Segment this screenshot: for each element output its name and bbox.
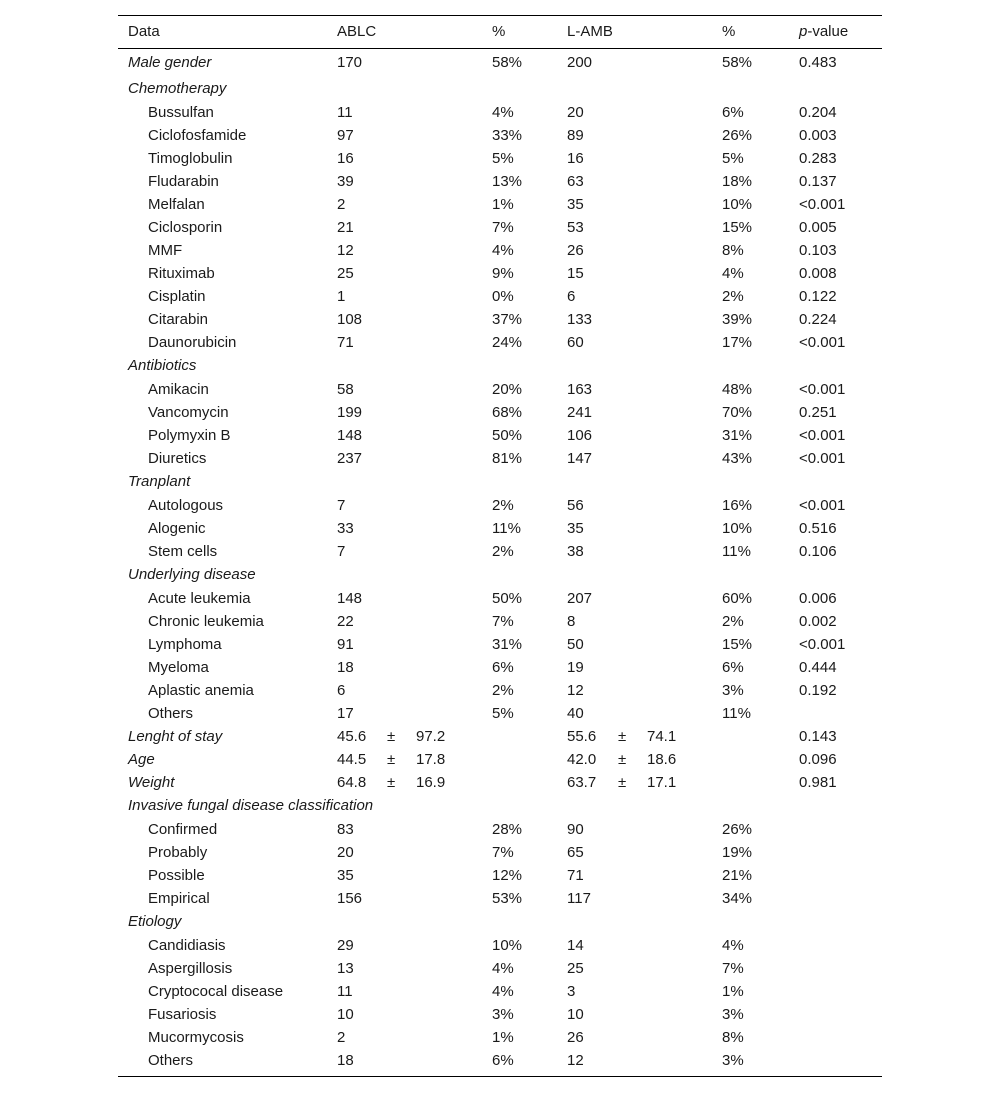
p-value: 0.444 (799, 659, 837, 676)
table-row (118, 818, 882, 841)
row-label: Others (148, 1052, 194, 1069)
p-value: 0.008 (799, 265, 837, 282)
table-row (118, 841, 882, 864)
lamb-mean: 63.7 (567, 774, 597, 791)
row-label: Bussulfan (148, 104, 214, 121)
lamb-percent: 58% (722, 54, 753, 71)
p-value: 0.005 (799, 219, 837, 236)
row-label: Autologous (148, 497, 224, 514)
ablc-percent: 50% (492, 427, 523, 444)
row-label: Fludarabin (148, 173, 219, 190)
section-row (118, 354, 882, 378)
ablc-percent: 58% (492, 54, 523, 71)
ablc-percent: 2% (492, 497, 514, 514)
ablc-percent: 4% (492, 104, 514, 121)
ablc-percent: 33% (492, 127, 523, 144)
row-label: Diuretics (148, 450, 207, 467)
lamb-count: 35 (567, 520, 584, 537)
ablc-count: 13 (337, 960, 354, 977)
table-row (118, 331, 882, 354)
ablc-percent: 24% (492, 334, 523, 351)
lamb-percent: 10% (722, 520, 753, 537)
ablc-count: 83 (337, 821, 354, 838)
ablc-count: 11 (337, 983, 353, 1000)
ablc-count: 25 (337, 265, 354, 282)
lamb-percent: 1% (722, 983, 744, 1000)
table-row (118, 49, 882, 77)
ablc-count: 2 (337, 196, 346, 213)
data-table (118, 15, 882, 1077)
ablc-count: 148 (337, 427, 363, 444)
table-row (118, 540, 882, 563)
table-row (118, 656, 882, 679)
section-label: Antibiotics (128, 357, 197, 374)
lamb-percent: 6% (722, 104, 744, 121)
table-row (118, 610, 882, 633)
p-value: 0.002 (799, 613, 837, 630)
table-row (118, 424, 882, 447)
lamb-count: 12 (567, 682, 584, 699)
ablc-percent: 2% (492, 682, 514, 699)
table-row (118, 702, 882, 725)
header-pct-ablc: % (492, 23, 506, 40)
ablc-count: 12 (337, 242, 354, 259)
p-value: 0.143 (799, 728, 837, 745)
lamb-plusminus: ± (618, 728, 627, 745)
row-label: Weight (128, 774, 175, 791)
row-label: Lymphoma (148, 636, 222, 653)
ablc-count: 29 (337, 937, 354, 954)
lamb-percent: 15% (722, 219, 753, 236)
ablc-mean: 45.6 (337, 728, 367, 745)
lamb-count: 38 (567, 543, 584, 560)
row-label: Timoglobulin (148, 150, 233, 167)
lamb-percent: 17% (722, 334, 753, 351)
table-row (118, 124, 882, 147)
ablc-count: 97 (337, 127, 354, 144)
section-label: Invasive fungal disease classification (128, 797, 374, 814)
ablc-sd: 16.9 (416, 774, 446, 791)
ablc-count: 58 (337, 381, 354, 398)
lamb-percent: 16% (722, 497, 753, 514)
ablc-percent: 11% (492, 520, 521, 537)
lamb-count: 19 (567, 659, 584, 676)
row-label: Vancomycin (148, 404, 229, 421)
lamb-percent: 26% (722, 821, 753, 838)
table-row (118, 378, 882, 401)
lamb-percent: 10% (722, 196, 753, 213)
lamb-percent: 5% (722, 150, 744, 167)
table-row (118, 101, 882, 124)
p-value: 0.224 (799, 311, 837, 328)
ablc-percent: 31% (492, 636, 523, 653)
ablc-count: 39 (337, 173, 354, 190)
table-row (118, 771, 882, 794)
lamb-count: 40 (567, 705, 584, 722)
row-label: Fusariosis (148, 1006, 217, 1023)
header-p-value (799, 16, 848, 48)
table-header (118, 16, 882, 48)
header-pct-lamb: % (722, 23, 736, 40)
ablc-percent: 2% (492, 543, 514, 560)
lamb-count: 133 (567, 311, 593, 328)
header-p-letter: p (799, 23, 808, 40)
p-value: 0.096 (799, 751, 837, 768)
row-label: Confirmed (148, 821, 218, 838)
row-label: Mucormycosis (148, 1029, 244, 1046)
p-value: 0.103 (799, 242, 837, 259)
row-label: Probably (148, 844, 208, 861)
lamb-percent: 4% (722, 937, 744, 954)
section-row (118, 910, 882, 934)
ablc-percent: 68% (492, 404, 523, 421)
lamb-plusminus: ± (618, 751, 627, 768)
row-label: Age (128, 751, 155, 768)
p-value: <0.001 (799, 497, 846, 514)
ablc-count: 199 (337, 404, 363, 421)
row-label: Possible (148, 867, 205, 884)
lamb-percent: 11% (722, 705, 751, 722)
lamb-percent: 43% (722, 450, 753, 467)
row-label: Ciclosporin (148, 219, 223, 236)
lamb-percent: 15% (722, 636, 753, 653)
ablc-percent: 12% (492, 867, 523, 884)
lamb-percent: 21% (722, 867, 753, 884)
table-row (118, 262, 882, 285)
p-value: 0.122 (799, 288, 837, 305)
lamb-count: 26 (567, 242, 584, 259)
lamb-count: 106 (567, 427, 593, 444)
ablc-percent: 10% (492, 937, 523, 954)
ablc-count: 237 (337, 450, 363, 467)
lamb-count: 241 (567, 404, 593, 421)
p-value: 0.483 (799, 54, 837, 71)
section-row (118, 470, 882, 494)
table-row (118, 193, 882, 216)
section-row (118, 563, 882, 587)
row-label: Myeloma (148, 659, 209, 676)
ablc-mean: 64.8 (337, 774, 367, 791)
table-row (118, 679, 882, 702)
table-row (118, 864, 882, 887)
table-row (118, 285, 882, 308)
table-row (118, 517, 882, 540)
row-label: Melfalan (148, 196, 205, 213)
row-label: Empirical (148, 890, 210, 907)
lamb-count: 63 (567, 173, 584, 190)
row-label: Lenght of stay (128, 728, 223, 745)
ablc-percent: 4% (492, 983, 514, 1000)
section-label: Underlying disease (128, 566, 256, 583)
lamb-count: 12 (567, 1052, 584, 1069)
lamb-count: 14 (567, 937, 584, 954)
row-label: Aplastic anemia (148, 682, 254, 699)
ablc-percent: 7% (492, 219, 514, 236)
row-label: Stem cells (148, 543, 218, 560)
ablc-plusminus: ± (387, 728, 396, 745)
lamb-percent: 3% (722, 1052, 744, 1069)
p-value: <0.001 (799, 427, 846, 444)
section-row (118, 77, 882, 101)
lamb-percent: 70% (722, 404, 753, 421)
lamb-count: 163 (567, 381, 593, 398)
lamb-percent: 6% (722, 659, 744, 676)
ablc-percent: 50% (492, 590, 523, 607)
lamb-count: 35 (567, 196, 584, 213)
lamb-percent: 19% (722, 844, 753, 861)
row-label: Aspergillosis (148, 960, 233, 977)
table-row (118, 401, 882, 424)
ablc-percent: 81% (492, 450, 523, 467)
table-row (118, 170, 882, 193)
ablc-percent: 9% (492, 265, 514, 282)
ablc-count: 156 (337, 890, 363, 907)
section-label: Tranplant (128, 473, 191, 490)
table-row (118, 308, 882, 331)
ablc-count: 1 (337, 288, 346, 305)
header-data: Data (128, 23, 160, 40)
ablc-count: 108 (337, 311, 363, 328)
ablc-count: 6 (337, 682, 346, 699)
p-value: 0.106 (799, 543, 837, 560)
table-row (118, 239, 882, 262)
table-row (118, 957, 882, 980)
ablc-percent: 1% (492, 1029, 514, 1046)
ablc-percent: 1% (492, 196, 514, 213)
table-row (118, 1026, 882, 1049)
lamb-percent: 34% (722, 890, 753, 907)
ablc-percent: 28% (492, 821, 523, 838)
lamb-mean: 55.6 (567, 728, 597, 745)
ablc-percent: 20% (492, 381, 523, 398)
row-label: Chronic leukemia (148, 613, 264, 630)
lamb-percent: 8% (722, 242, 744, 259)
ablc-sd: 97.2 (416, 728, 446, 745)
ablc-count: 22 (337, 613, 354, 630)
lamb-count: 53 (567, 219, 584, 236)
ablc-count: 18 (337, 659, 354, 676)
table-row (118, 1003, 882, 1026)
table-row (118, 216, 882, 239)
section-row (118, 794, 882, 818)
header-p-suffix: -value (807, 23, 849, 40)
row-label: Cryptococal disease (148, 983, 284, 1000)
lamb-count: 90 (567, 821, 584, 838)
ablc-sd: 17.8 (416, 751, 446, 768)
lamb-percent: 18% (722, 173, 753, 190)
lamb-mean: 42.0 (567, 751, 597, 768)
row-label: Acute leukemia (148, 590, 251, 607)
p-value: 0.006 (799, 590, 837, 607)
ablc-count: 7 (337, 497, 346, 514)
lamb-percent: 31% (722, 427, 753, 444)
ablc-percent: 53% (492, 890, 523, 907)
lamb-percent: 3% (722, 1006, 744, 1023)
table-body (118, 49, 882, 1072)
ablc-percent: 5% (492, 150, 514, 167)
p-value: 0.192 (799, 682, 837, 699)
p-value: <0.001 (799, 196, 846, 213)
lamb-count: 6 (567, 288, 576, 305)
ablc-count: 7 (337, 543, 346, 560)
p-value: 0.137 (799, 173, 837, 190)
lamb-percent: 39% (722, 311, 753, 328)
ablc-percent: 13% (492, 173, 523, 190)
ablc-percent: 6% (492, 1052, 514, 1069)
ablc-count: 170 (337, 54, 363, 71)
ablc-count: 71 (337, 334, 354, 351)
ablc-mean: 44.5 (337, 751, 367, 768)
lamb-count: 207 (567, 590, 593, 607)
ablc-count: 35 (337, 867, 354, 884)
lamb-count: 15 (567, 265, 584, 282)
ablc-count: 91 (337, 636, 354, 653)
ablc-percent: 4% (492, 242, 514, 259)
ablc-count: 18 (337, 1052, 354, 1069)
table-row (118, 587, 882, 610)
header-lamb: L-AMB (567, 23, 613, 40)
row-label: Cisplatin (148, 288, 206, 305)
lamb-percent: 4% (722, 265, 744, 282)
lamb-percent: 48% (722, 381, 753, 398)
ablc-count: 11 (337, 104, 353, 121)
ablc-percent: 6% (492, 659, 514, 676)
ablc-count: 16 (337, 150, 354, 167)
p-value: 0.283 (799, 150, 837, 167)
ablc-count: 21 (337, 219, 354, 236)
table-row (118, 494, 882, 517)
lamb-percent: 26% (722, 127, 753, 144)
p-value: <0.001 (799, 450, 846, 467)
row-label: Ciclofosfamide (148, 127, 247, 144)
ablc-count: 148 (337, 590, 363, 607)
lamb-percent: 2% (722, 288, 744, 305)
row-label: Candidiasis (148, 937, 226, 954)
section-label: Chemotherapy (128, 80, 227, 97)
lamb-sd: 74.1 (647, 728, 677, 745)
lamb-count: 89 (567, 127, 584, 144)
lamb-count: 200 (567, 54, 593, 71)
ablc-percent: 7% (492, 613, 514, 630)
bottom-rule (118, 1076, 882, 1077)
ablc-plusminus: ± (387, 774, 396, 791)
row-label: Alogenic (148, 520, 206, 537)
row-label: Rituximab (148, 265, 215, 282)
p-value: 0.251 (799, 404, 837, 421)
table-row (118, 934, 882, 957)
table-row (118, 748, 882, 771)
table-row (118, 725, 882, 748)
ablc-plusminus: ± (387, 751, 396, 768)
ablc-percent: 3% (492, 1006, 514, 1023)
ablc-count: 10 (337, 1006, 354, 1023)
row-label: Citarabin (148, 311, 209, 328)
lamb-count: 65 (567, 844, 584, 861)
lamb-plusminus: ± (618, 774, 627, 791)
ablc-percent: 0% (492, 288, 514, 305)
lamb-count: 8 (567, 613, 576, 630)
table-row (118, 633, 882, 656)
p-value: 0.981 (799, 774, 837, 791)
ablc-percent: 4% (492, 960, 514, 977)
lamb-percent: 8% (722, 1029, 744, 1046)
header-ablc: ABLC (337, 23, 377, 40)
row-label: MMF (148, 242, 183, 259)
lamb-count: 3 (567, 983, 576, 1000)
lamb-percent: 11% (722, 543, 751, 560)
row-label: Others (148, 705, 194, 722)
table-row (118, 1049, 882, 1072)
ablc-count: 17 (337, 705, 354, 722)
ablc-percent: 5% (492, 705, 514, 722)
ablc-percent: 7% (492, 844, 514, 861)
section-label: Etiology (128, 913, 182, 930)
lamb-count: 25 (567, 960, 584, 977)
ablc-count: 2 (337, 1029, 346, 1046)
p-value: <0.001 (799, 636, 846, 653)
lamb-percent: 2% (722, 613, 744, 630)
lamb-sd: 17.1 (647, 774, 677, 791)
p-value: 0.516 (799, 520, 837, 537)
row-label: Amikacin (148, 381, 209, 398)
lamb-count: 56 (567, 497, 584, 514)
p-value: <0.001 (799, 334, 846, 351)
lamb-count: 16 (567, 150, 584, 167)
p-value: 0.003 (799, 127, 837, 144)
row-label: Male gender (128, 54, 212, 71)
lamb-count: 10 (567, 1006, 584, 1023)
table-row (118, 447, 882, 470)
lamb-count: 20 (567, 104, 584, 121)
row-label: Daunorubicin (148, 334, 237, 351)
table-row (118, 980, 882, 1003)
ablc-count: 33 (337, 520, 354, 537)
lamb-percent: 3% (722, 682, 744, 699)
lamb-count: 117 (567, 890, 591, 907)
lamb-count: 26 (567, 1029, 584, 1046)
table-row (118, 887, 882, 910)
lamb-sd: 18.6 (647, 751, 677, 768)
lamb-count: 147 (567, 450, 593, 467)
lamb-count: 60 (567, 334, 584, 351)
lamb-percent: 7% (722, 960, 744, 977)
lamb-count: 50 (567, 636, 584, 653)
ablc-percent: 37% (492, 311, 523, 328)
lamb-percent: 60% (722, 590, 753, 607)
ablc-count: 20 (337, 844, 354, 861)
row-label: Polymyxin B (148, 427, 231, 444)
p-value: <0.001 (799, 381, 846, 398)
p-value: 0.204 (799, 104, 837, 121)
table-row (118, 147, 882, 170)
lamb-count: 71 (567, 867, 584, 884)
